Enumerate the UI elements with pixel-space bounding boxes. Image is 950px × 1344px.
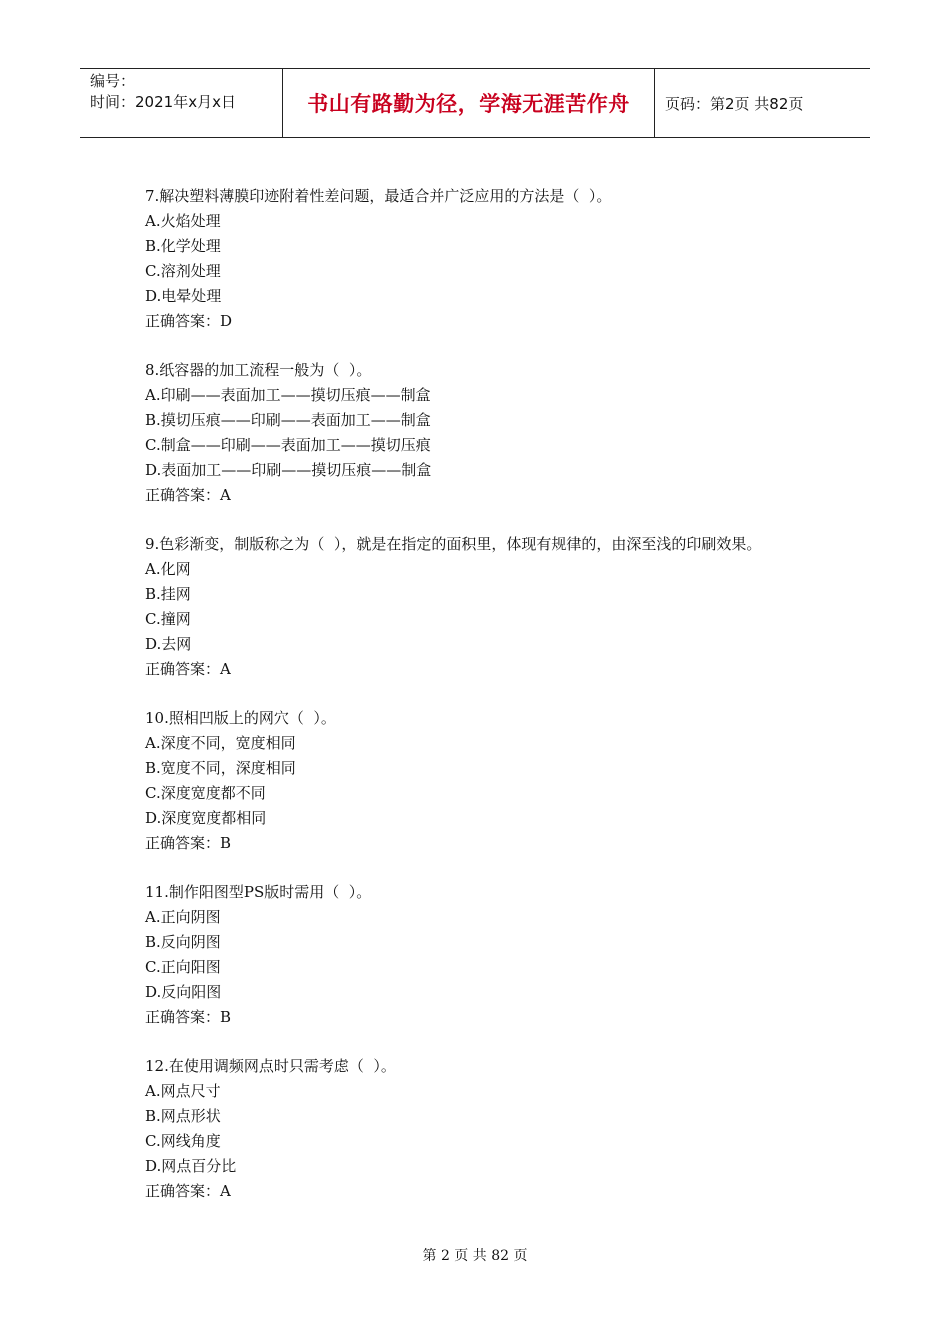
option-d: D.电晕处理	[145, 287, 222, 305]
page-footer	[0, 1245, 950, 1265]
option-b: B.反向阴图	[145, 933, 221, 951]
option-d: D.深度宽度都相同	[145, 809, 267, 827]
footer-page-number: 第 2 页 共 82 页	[422, 1248, 528, 1264]
code-line	[90, 71, 282, 92]
question-stem: 11.制作阳图型PS版时需用（ ）。	[145, 883, 372, 901]
option-c: C.溶剂处理	[145, 262, 221, 280]
answer: 正确答案：D	[145, 312, 233, 330]
option-d: D.去网	[145, 635, 192, 653]
question-10	[145, 706, 825, 856]
answer: 正确答案：A	[145, 660, 231, 678]
header-page-info: 页码：第2页 共82页	[665, 94, 804, 113]
question-7	[145, 184, 825, 334]
option-d: D.表面加工——印刷——摸切压痕——制盒	[145, 461, 432, 479]
question-stem: 12.在使用调频网点时只需考虑（ ）。	[145, 1057, 396, 1075]
option-d: D.网点百分比	[145, 1157, 237, 1175]
page-header	[80, 68, 870, 138]
header-motto-cell	[282, 69, 655, 137]
option-a: A.火焰处理	[145, 212, 221, 230]
answer: 正确答案：B	[145, 834, 232, 852]
question-9	[145, 532, 825, 682]
option-b: B.摸切压痕——印刷——表面加工——制盒	[145, 411, 431, 429]
option-a: A.网点尺寸	[145, 1082, 221, 1100]
question-stem: 9.色彩渐变，制版称之为（ ），就是在指定的面积里，体现有规律的，由深至浅的印刷效果。	[145, 535, 762, 553]
question-list	[145, 184, 825, 1228]
question-stem: 10.照相凹版上的网穴（ ）。	[145, 709, 336, 727]
header-page-cell	[655, 69, 870, 137]
answer: 正确答案：A	[145, 486, 231, 504]
motto: 书山有路勤为径，学海无涯苦作舟	[307, 92, 630, 116]
option-a: A.化网	[145, 560, 191, 578]
question-11	[145, 880, 825, 1030]
option-c: C.深度宽度都不同	[145, 784, 266, 802]
option-b: B.化学处理	[145, 237, 221, 255]
option-a: A.正向阴图	[145, 908, 221, 926]
option-c: C.正向阳图	[145, 958, 221, 976]
question-stem: 7.解决塑料薄膜印迹附着性差问题，最适合并广泛应用的方法是（ ）。	[145, 187, 612, 205]
header-meta	[80, 69, 282, 137]
question-12	[145, 1054, 825, 1204]
option-a: A.深度不同，宽度相同	[145, 734, 296, 752]
option-c: C.撞网	[145, 610, 191, 628]
question-stem: 8.纸容器的加工流程一般为（ ）。	[145, 361, 372, 379]
option-b: B.宽度不同，深度相同	[145, 759, 296, 777]
option-a: A.印刷——表面加工——摸切压痕——制盒	[145, 386, 431, 404]
time-label: 时间：	[90, 93, 136, 111]
option-b: B.挂网	[145, 585, 191, 603]
option-c: C.网线角度	[145, 1132, 221, 1150]
question-8	[145, 358, 825, 508]
option-b: B.网点形状	[145, 1107, 221, 1125]
option-c: C.制盒——印刷——表面加工——摸切压痕	[145, 436, 431, 454]
answer: 正确答案：A	[145, 1182, 231, 1200]
option-d: D.反向阳图	[145, 983, 222, 1001]
time-line	[90, 92, 282, 113]
answer: 正确答案：B	[145, 1008, 232, 1026]
code-label: 编号：	[90, 72, 136, 90]
time-value: 2021年x月x日	[135, 93, 236, 111]
